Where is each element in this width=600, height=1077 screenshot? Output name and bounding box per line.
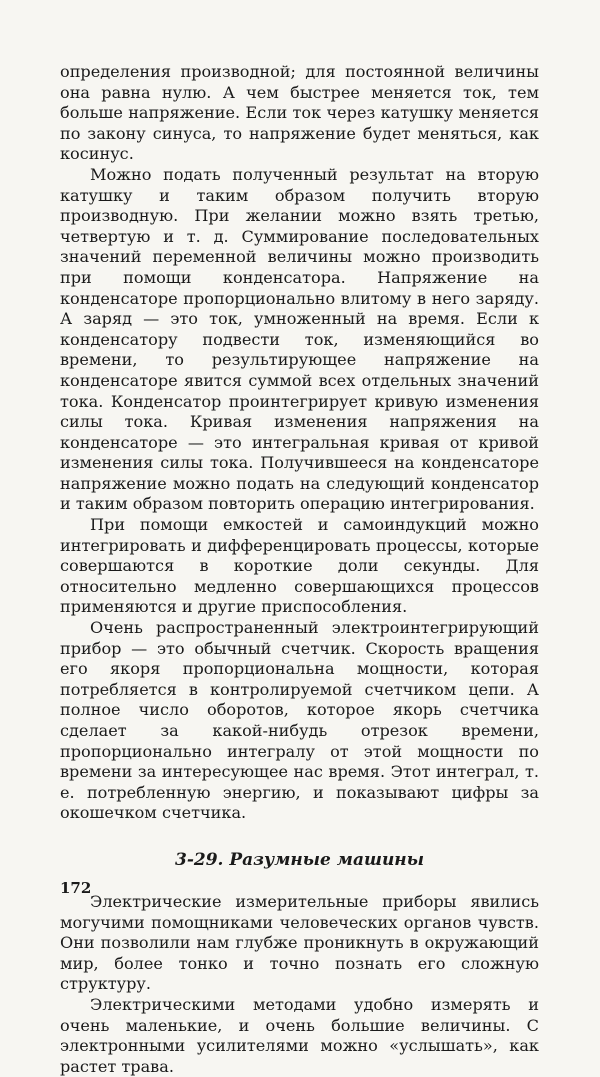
paragraph-6: Электрическими методами удобно измерять и очень маленькие, и очень большие величины. С электронными усилителями можно «услышать», как растет трава. xyxy=(60,994,539,1076)
page-number: 172 xyxy=(60,879,92,897)
paragraph-5: Электрические измерительные приборы явились могучими помощниками человеческих органов чувств. Они позволили нам глубже проникнуть в окружающий мир, более тонко и точно познать его сложную структуру. xyxy=(60,891,539,994)
paragraph-1: определения производной; для постоянной величины она равна нулю. А чем быстрее меняется ток, тем больше напряжение. Если ток через катушку меняется по закону синуса, то напряжение будет меняться, как косинус. xyxy=(60,62,539,164)
body-text-top xyxy=(60,62,539,824)
paragraph-4: Очень распространенный электроинтегрирующий прибор — это обычный счетчик. Скорость вращения его якоря пропорциональна мощности, которая потребляется в контролируемой счетчиком цепи. А полное число оборотов, которое якорь счетчика сделает за какой-нибудь отрезок времени, пропорционально интегралу от этой мощности по времени за интересующее нас время. Этот интеграл, т. е. потребленную энергию, и показывают цифры за окошечком счетчика. xyxy=(60,618,539,823)
paragraph-2: Можно подать полученный результат на вторую катушку и таким образом получить вторую производную. При желании можно взять третью, четвертую и т. д. Суммирование последовательных значений переменной величины можно производить при помощи конденсатора. Напряжение на конденсаторе пропорционально влитому в него заряду. А заряд — это ток, умноженный на время. Если к конденсатору подвести ток, изменяющийся во времени, то результирующее напряжение на конденсаторе явится суммой всех отдельных значений тока. Конденсатор проинтегрирует кривую изменения силы тока. Кривая изменения напряжения на конденсаторе — это интегральная кривая от кривой изменения силы тока. Получившееся на конденсаторе напряжение можно подать на следующий конденсатор и таким образом повторить операцию интегрирования. xyxy=(60,164,539,514)
section-heading: 3-29. Разумные машины xyxy=(175,849,424,870)
paragraph-3: При помощи емкостей и самоиндукций можно интегрировать и дифференцировать процессы, которые совершаются в короткие доли секунды. Для относительно медленно совершающихся процессов применяются и другие приспособления. xyxy=(60,515,539,617)
body-text-bottom xyxy=(60,892,539,1077)
